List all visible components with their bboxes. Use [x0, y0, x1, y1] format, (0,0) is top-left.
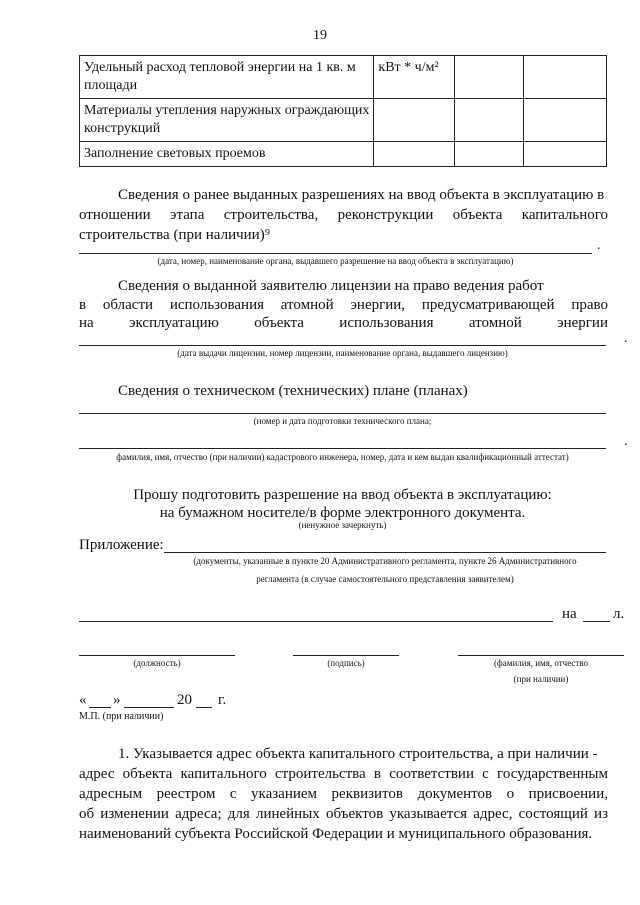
attachment-caption1: (документы, указанные в пункте 20 Административного регламента, пункте 26 Административного: [193, 556, 577, 566]
fill-line[interactable]: [79, 413, 606, 414]
on-label: на: [562, 606, 577, 622]
date-open-quote: «: [79, 692, 87, 708]
permits-text-line3: строительства (при наличии)⁹: [79, 227, 270, 243]
fill-line[interactable]: [79, 345, 606, 346]
year-suffix: г.: [218, 692, 227, 708]
signature-caption: (подпись): [327, 658, 365, 668]
fill-line[interactable]: [79, 621, 553, 622]
fill-line[interactable]: [79, 448, 606, 449]
table-cell-empty: [523, 56, 606, 99]
table-row: [80, 56, 607, 99]
permits-text-line1: Сведения о ранее выданных разрешениях на ввод объекта в эксплуатацию в: [118, 187, 605, 203]
period-mark: .: [624, 434, 628, 449]
position-caption: (должность): [133, 658, 181, 668]
signature-line[interactable]: [293, 655, 399, 656]
tech-plan-caption1: (номер и дата подготовки технического плана;: [253, 416, 432, 426]
date-close-quote: »: [113, 692, 121, 708]
table-cell-empty: [455, 56, 524, 99]
period-mark: .: [597, 238, 601, 253]
table-cell-unit: кВт * ч/м²: [374, 56, 455, 99]
table-cell-empty: [455, 99, 524, 142]
request-line1: Прошу подготовить разрешение на ввод объекта в эксплуатацию:: [133, 487, 552, 503]
permits-text-line2: отношении этапа строительства, реконструкции объекта капитального: [79, 207, 608, 223]
request-note: (ненужное зачеркнуть): [298, 520, 387, 530]
attachment-caption2: регламента (в случае самостоятельного представления заявителем): [256, 574, 514, 584]
footnote-line4: об изменении адреса; для линейных объектов указывается адрес, состоящий из: [79, 806, 608, 822]
footnote-line3: адресным реестром с указанием реквизитов документов о присвоении,: [79, 786, 608, 802]
table-row: [80, 142, 607, 167]
position-line[interactable]: [79, 655, 235, 656]
name-caption2: (при наличии): [513, 674, 569, 684]
name-line[interactable]: [458, 655, 624, 656]
year-prefix: 20: [177, 692, 192, 708]
table-cell-unit: [374, 99, 455, 142]
month-fill-line[interactable]: [124, 707, 174, 708]
table-cell-unit: [374, 142, 455, 167]
tech-plan-title: Сведения о техническом (технических) плане (планах): [118, 383, 468, 399]
sheets-fill-line[interactable]: [583, 621, 610, 622]
fill-line[interactable]: [79, 253, 592, 254]
sheets-label: л.: [613, 606, 625, 622]
footnote-line1: 1. Указывается адрес объекта капитального строительства, а при наличии -: [118, 746, 598, 762]
period-mark: .: [624, 331, 628, 346]
license-text-line3: на эксплуатацию объекта использования атомной энергии: [79, 315, 608, 331]
table-row: [80, 99, 607, 142]
page-number: 19: [313, 28, 327, 43]
table-cell-empty: [455, 142, 524, 167]
tech-plan-caption2: фамилия, имя, отчество (при наличии) кадастрового инженера, номер, дата и кем выдан квалификационный аттестат): [116, 452, 569, 462]
table-cell-empty: [523, 99, 606, 142]
license-text-line1: Сведения о выданной заявителю лицензии на право ведения работ: [118, 278, 544, 294]
parameters-table: [79, 55, 607, 167]
footnote-line5: наименований субъекта Российской Федерации и муниципального образования.: [79, 826, 593, 842]
day-fill-line[interactable]: [89, 707, 111, 708]
year-fill-line[interactable]: [196, 707, 212, 708]
name-caption: (фамилия, имя, отчество: [493, 658, 589, 668]
license-text-line2: в области использования атомной энергии, предусматривающей право: [79, 297, 608, 313]
table-cell-empty: [523, 142, 606, 167]
attachment-label: Приложение:: [79, 537, 164, 553]
license-caption: (дата выдачи лицензии, номер лицензии, наименование органа, выдавшего лицензию): [177, 348, 508, 358]
table-cell-label: Заполнение световых проемов: [80, 142, 374, 167]
fill-line[interactable]: [164, 552, 606, 553]
permits-caption: (дата, номер, наименование органа, выдавшего разрешение на ввод объекта в эксплуатацию): [157, 256, 514, 266]
request-line2: на бумажном носителе/в форме электронного документа.: [159, 505, 526, 521]
table-cell-label: Удельный расход тепловой энергии на 1 кв. м площади: [80, 56, 374, 99]
footnote-line2: адрес объекта капитального строительства в соответствии с государственным: [79, 766, 608, 782]
stamp-label: М.П. (при наличии): [79, 711, 164, 722]
table-cell-label: Материалы утепления наружных ограждающих конструкций: [80, 99, 374, 142]
